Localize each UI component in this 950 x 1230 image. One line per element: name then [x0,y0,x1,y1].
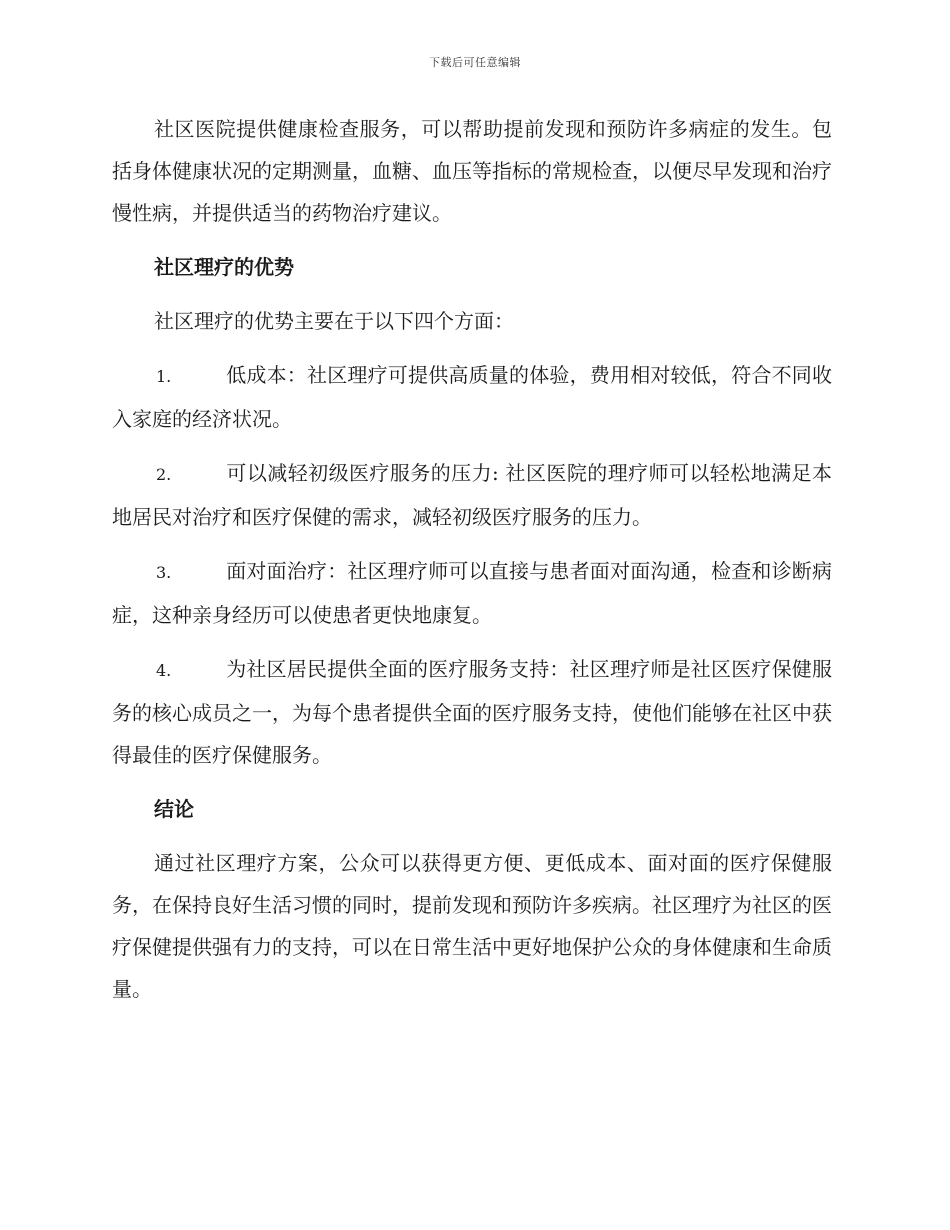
list-item-number: 4. [156,661,172,680]
section-heading-conclusion: 结论 [154,797,194,821]
list-item-number: 2. [156,465,172,484]
list-item-text: 低成本：社区理疗可提供高质量的体验，费用相对较低，符合不同收入家庭的经济状况。 [112,363,832,431]
conclusion-paragraph: 通过社区理疗方案，公众可以获得更方便、更低成本、面对面的医疗保健服务，在保持良好生活习惯的同时，提前发现和预防许多疾病。社区理疗为社区的医疗保健提供强有力的支持，可以在日常生活中更好地保护公众的身体健康和生命质量。 [112,851,832,1001]
list-item [112,648,832,776]
list-item-text: 面对面治疗：社区理疗师可以直接与患者面对面沟通，检查和诊断病症，这种亲身经历可以使患者更快地康复。 [112,559,832,627]
section-heading-advantages: 社区理疗的优势 [154,255,294,279]
intro-paragraph: 社区医院提供健康检查服务，可以帮助提前发现和预防许多病症的发生。包括身体健康状况的定期测量，血糖、血压等指标的常规检查，以便尽早发现和治疗慢性病，并提供适当的药物治疗建议。 [112,117,832,225]
list-item [112,452,832,538]
list-item-text: 可以减轻初级医疗服务的压力: 社区医院的理疗师可以轻松地满足本地居民对治疗和医疗保健的需求，减轻初级医疗服务的压力。 [112,461,832,529]
list-item [112,550,832,636]
list-item [112,354,832,440]
document-body [112,108,832,1022]
page-header: 下载后可任意编辑 [429,56,521,69]
list-item-text: 为社区居民提供全面的医疗服务支持：社区理疗师是社区医疗保健服务的核心成员之一，为每个患者提供全面的医疗服务支持，使他们能够在社区中获得最佳的医疗保健服务。 [112,657,832,767]
list-item-number: 3. [156,563,172,582]
list-item-number: 1. [156,367,172,386]
advantages-intro: 社区理疗的优势主要在于以下四个方面： [154,309,514,333]
